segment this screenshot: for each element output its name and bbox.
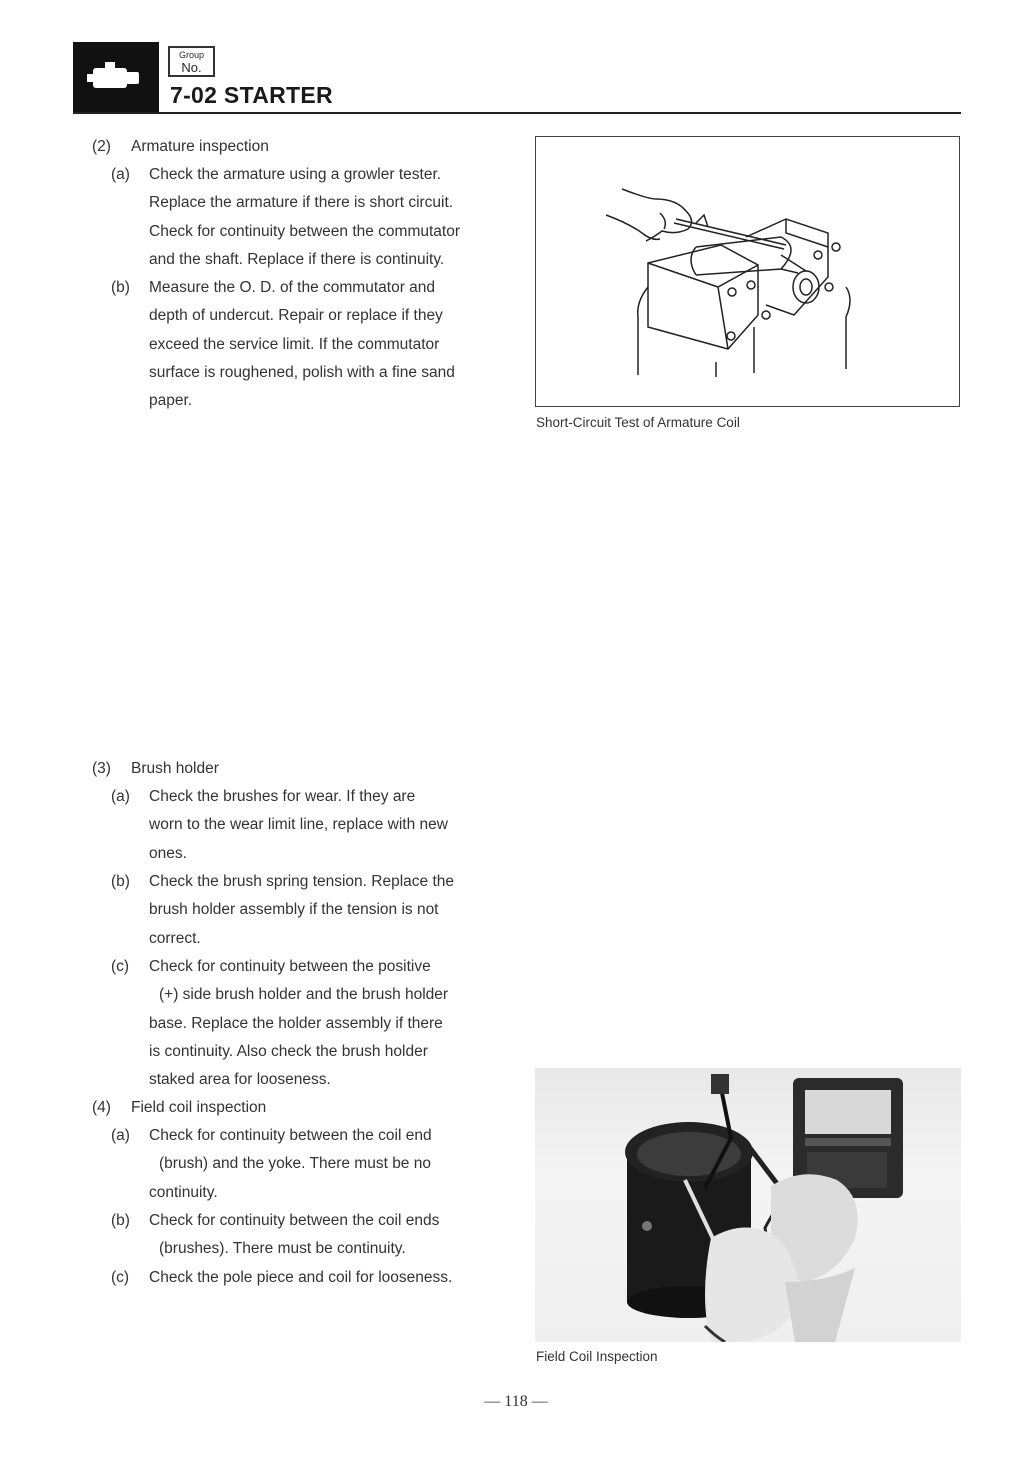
text-line: (brush) and the yoke. There must be no: [159, 1155, 431, 1173]
text-line: (+) side brush holder and the brush holder: [159, 986, 449, 1004]
field-coil-photo-illustration: [535, 1068, 961, 1342]
field-coil-photo: [535, 1068, 961, 1342]
figure-caption: Field Coil Inspection: [536, 1349, 658, 1364]
no-label: No.: [181, 60, 202, 75]
text-line: depth of undercut. Repair or replace if they: [149, 307, 443, 325]
list-item: [149, 1122, 432, 1207]
starter-motor-icon: [85, 58, 147, 98]
growler-test-figure: [535, 136, 960, 407]
text-line: correct.: [149, 929, 201, 947]
text-line: paper.: [149, 392, 193, 410]
page-number: — 118 —: [484, 1393, 548, 1410]
list-item: [149, 868, 454, 953]
item-label: (c): [111, 1269, 130, 1286]
item-label: (a): [111, 788, 130, 805]
section-2-number: (2): [92, 138, 111, 155]
item-label: (b): [111, 873, 130, 890]
text-line: ones.: [149, 844, 187, 862]
text-line: and the shaft. Replace if there is continuity.: [149, 250, 445, 268]
list-item: [149, 783, 448, 868]
figure-caption: Short-Circuit Test of Armature Coil: [536, 415, 740, 430]
text-line: Replace the armature if there is short circuit.: [149, 194, 454, 212]
group-label: Group: [178, 50, 204, 60]
text-line: brush holder assembly if the tension is not: [149, 901, 439, 919]
text-line: Check for continuity between the coil ends: [149, 1212, 440, 1229]
item-label: (a): [111, 1127, 130, 1144]
header-divider: [73, 112, 961, 114]
section-icon-block: [73, 42, 159, 112]
text-line: Check for continuity between the positive: [149, 958, 431, 975]
list-item: [149, 161, 460, 274]
list-item: [149, 953, 448, 1094]
text-line: Measure the O. D. of the commutator and: [149, 279, 436, 296]
text-line: base. Replace the holder assembly if there: [149, 1014, 443, 1032]
item-label: (b): [111, 279, 130, 296]
text-line: staked area for looseness.: [149, 1071, 331, 1089]
item-label: (b): [111, 1212, 130, 1229]
list-item: [149, 1264, 452, 1292]
list-item: [149, 1207, 439, 1264]
text-line: Check for continuity between the coil end: [149, 1127, 432, 1144]
list-item: [149, 274, 455, 415]
text-line: Check the brushes for wear. If they are: [149, 788, 416, 805]
section-3-heading: Brush holder: [131, 760, 219, 777]
page-title: 7-02 STARTER: [170, 82, 333, 108]
item-label: (a): [111, 166, 130, 183]
group-number-box: [168, 46, 215, 77]
text-line: exceed the service limit. If the commutator: [149, 335, 440, 353]
section-2-heading: Armature inspection: [131, 138, 269, 155]
text-line: worn to the wear limit line, replace with new: [149, 816, 448, 834]
item-label: (c): [111, 958, 130, 975]
text-line: is continuity. Also check the brush holder: [149, 1042, 428, 1060]
growler-tester-illustration: [536, 137, 959, 406]
text-line: continuity.: [149, 1183, 218, 1201]
text-line: (brushes). There must be continuity.: [159, 1240, 406, 1258]
section-3-number: (3): [92, 760, 111, 777]
text-line: Check the pole piece and coil for looseness.: [149, 1269, 453, 1286]
text-line: surface is roughened, polish with a fine sand: [149, 363, 455, 381]
section-4-number: (4): [92, 1099, 111, 1116]
section-4-heading: Field coil inspection: [131, 1099, 267, 1116]
text-line: Check for continuity between the commutator: [149, 222, 461, 240]
text-line: Check the armature using a growler tester.: [149, 166, 442, 183]
text-line: Check the brush spring tension. Replace the: [149, 873, 455, 890]
